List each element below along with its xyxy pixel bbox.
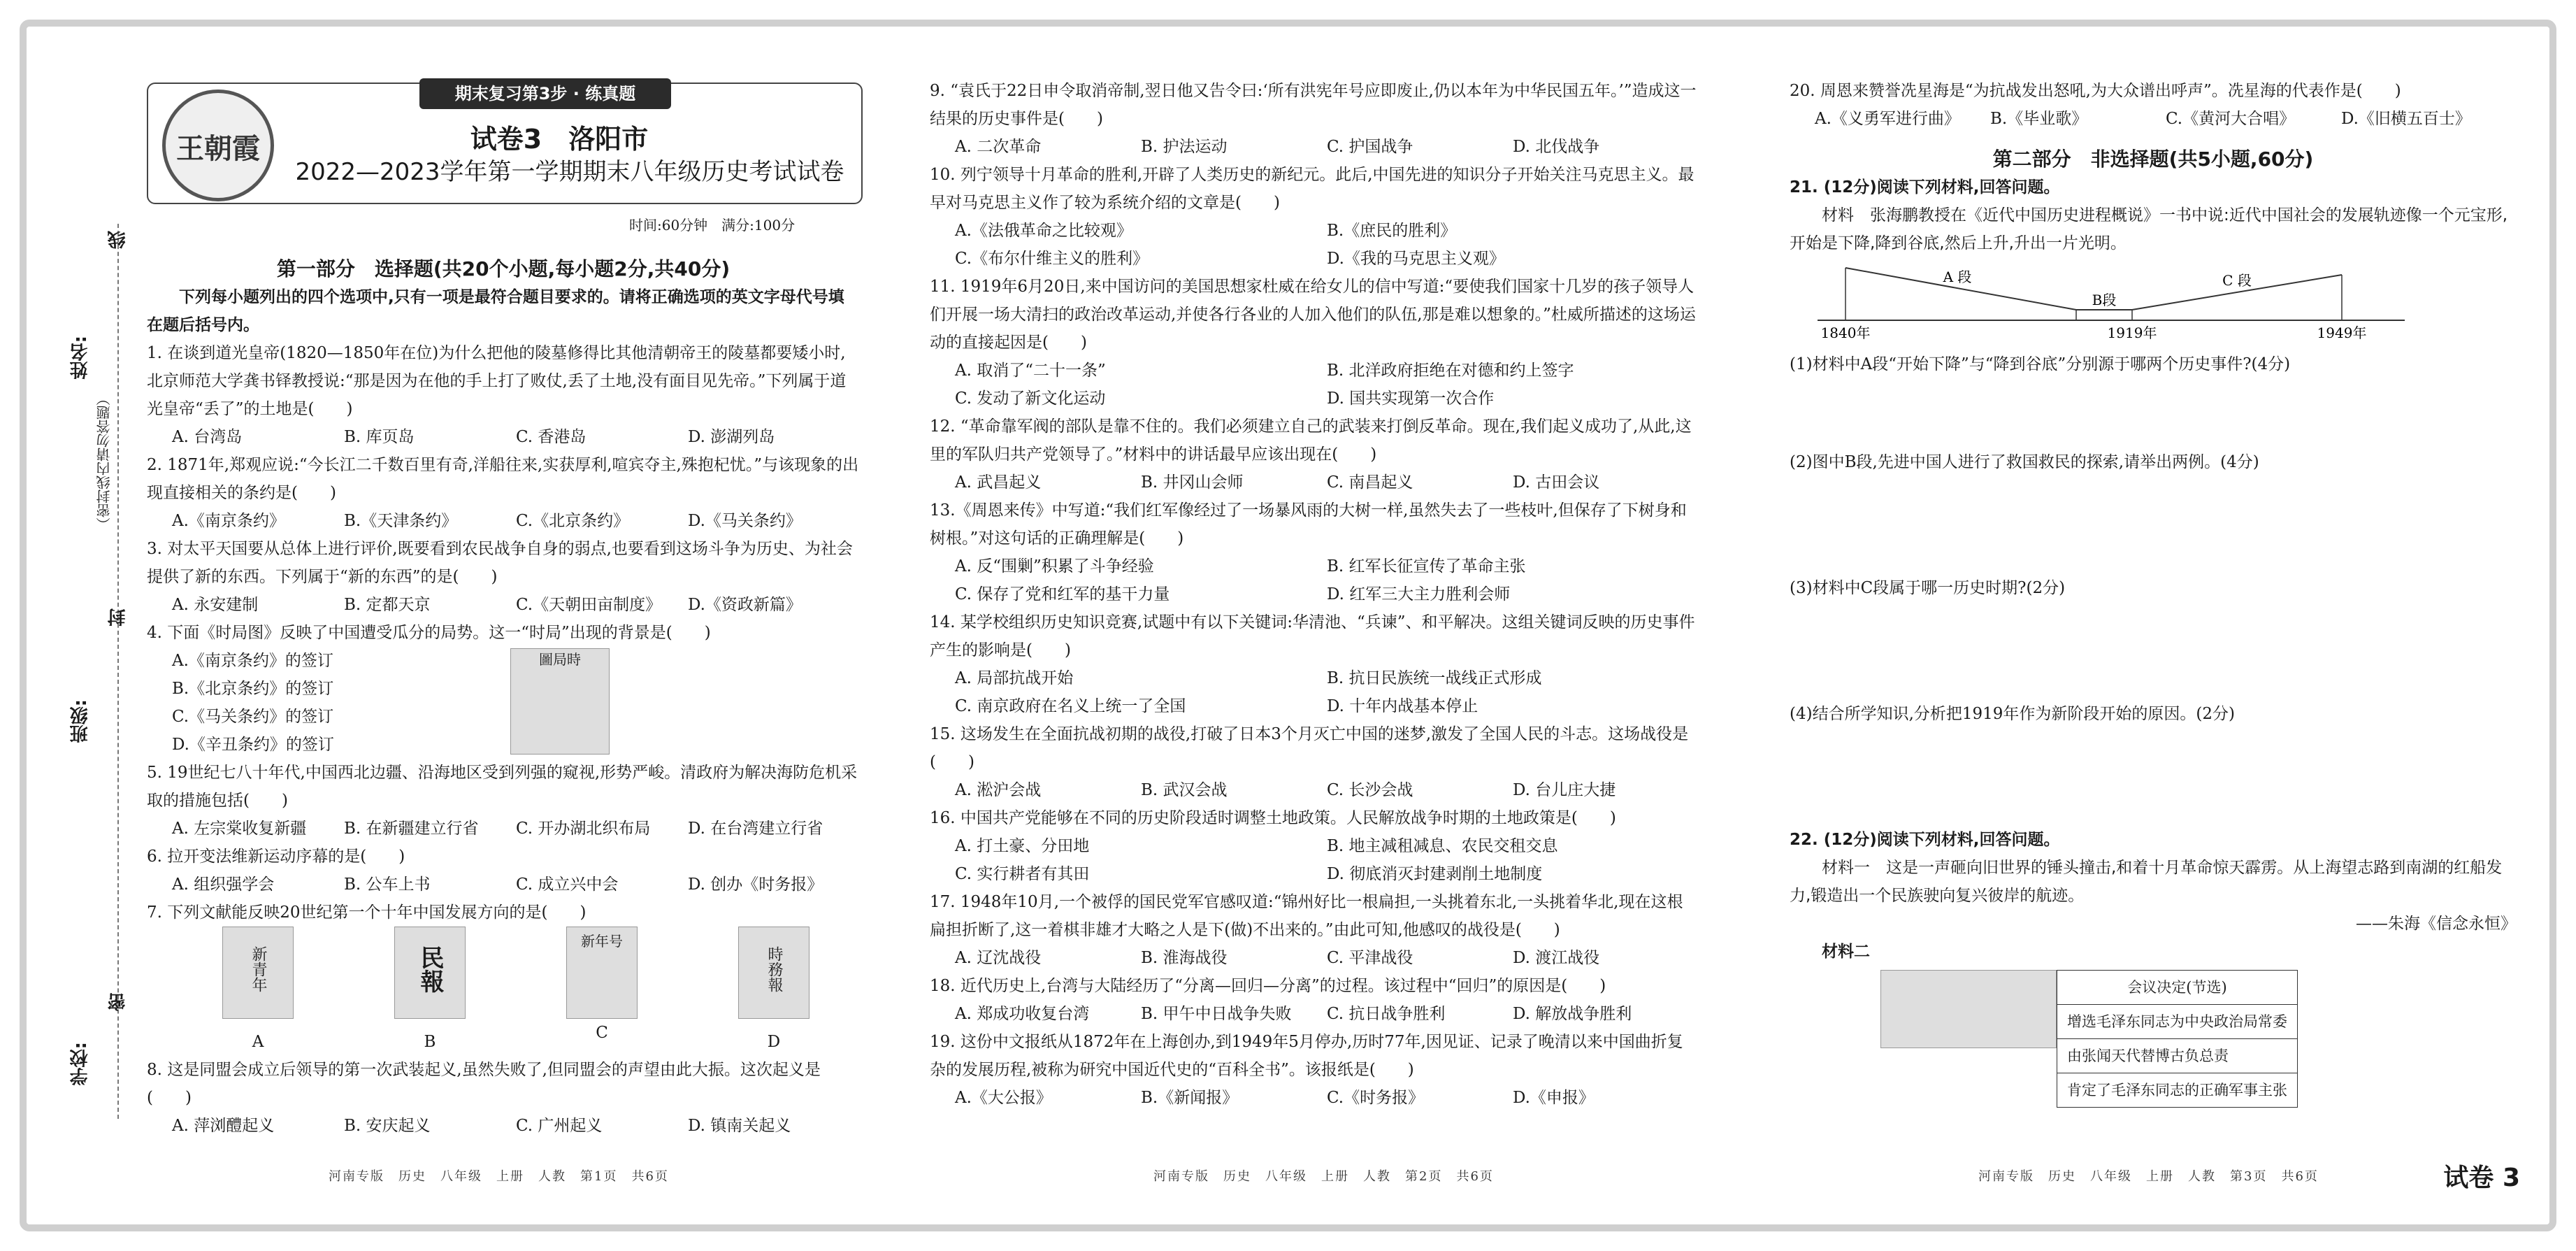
option: D. 解放战争胜利 [1513,1005,1632,1023]
option: D. 澎湖列岛 [688,428,775,446]
table-row: 增选毛泽东同志为中央政治局常委 [2057,1005,2298,1039]
option: C. 护国战争 [1327,138,1413,156]
segment-label: B段 [2092,292,2117,308]
option: B.《北京条约》的签订 [172,680,334,698]
question-stem: 21. (12分)阅读下列材料,回答问题。 [1790,178,2060,196]
question-12 [930,413,1699,496]
option: B. 库页岛 [344,428,415,446]
option: B. 淮海战役 [1141,949,1228,967]
segment-label: C 段 [2222,272,2252,289]
question-21 [1790,173,2517,826]
question-17 [930,888,1699,972]
question-6 [147,843,860,899]
seal-char-secret: 密 [108,993,129,1011]
option: D. 彻底消灭封建剥削土地制度 [1327,865,1543,883]
option: A. 左宗棠收复新疆 [172,820,307,838]
option: A. 武昌起义 [955,473,1042,492]
footer-page-2: 河南专版 历史 八年级 上册 人教 第2页 共6页 [1153,1169,1494,1184]
segment-label: A 段 [1943,269,1972,285]
option: B [424,1033,436,1051]
option: D.《我的马克思主义观》 [1327,250,1505,268]
option: D. 北伐战争 [1513,138,1600,156]
question-14 [930,608,1699,720]
question-stem: 1. 在谈到道光皇帝(1820—1850年在位)为什么把他的陵墓修得比其他清朝帝王的陵墓都要矮小时,北京师范大学龚书铎教授说:“那是因为在他的手上打了败仗,丢了土地,没有面目见先帝。”下列属于道光皇帝“丢了”的土地是( ) [147,344,847,418]
question-stem: 12. “革命靠军阀的部队是靠不住的。我们必须建立自己的武装来打倒反革命。现在,我们起义成功了,从此,这里的军队归共产党领导了。”材料中的讲话最早应该出现在( ) [930,417,1692,464]
x-tick-label: 1840年 [1820,324,1871,341]
option: C.《布尔什维主义的胜利》 [955,250,1149,268]
question-stem: 16. 中国共产党能够在不同的历史阶段适时调整土地政策。人民解放战争时期的土地政策是( ) [930,809,1616,827]
exam-number-label: 试卷 3 [2443,1164,2520,1192]
option: A. 淞沪会战 [955,781,1042,799]
option: A. 萍浏醴起义 [172,1117,275,1135]
option: A.《南京条约》 [172,512,285,530]
option: D. 镇南关起义 [688,1117,791,1135]
option: D. 红军三大主力胜利会师 [1327,585,1511,603]
shiju-map-image [510,648,610,755]
exam-title: 试卷3 洛阳市 [470,124,649,155]
option: C. 发动了新文化运动 [955,389,1106,408]
question-stem: 18. 近代历史上,台湾与大陆经历了“分离—回归—分离”的过程。该过程中“回归”的原因是( ) [930,977,1606,995]
shiju-map-title: 圖局時 [539,651,581,668]
option: C.《北京条约》 [516,512,630,530]
option: D. 国共实现第一次合作 [1327,389,1495,408]
sub-question-3: (3)材料中C段属于哪一历史时期?(2分) [1790,579,2066,597]
option: C. 实行耕者有其田 [955,865,1090,883]
question-4 [147,619,860,759]
question-stem: 10. 列宁领导十月革命的胜利,开辟了人类历史的新纪元。此后,中国先进的知识分子开始关注马克思主义。最早对马克思主义作了较为系统介绍的文章是( ) [930,166,1694,212]
option: B. 红军长征宣传了革命主张 [1327,557,1526,576]
option: B.《庶民的胜利》 [1327,222,1457,240]
option: D. 渡江战役 [1513,949,1600,967]
question-7 [147,899,860,1056]
option: A.《南京条约》的签订 [172,652,333,670]
option: A.《大公报》 [955,1089,1052,1107]
document-image-label: 時務報 [765,946,783,992]
trend-chart [1818,257,2405,341]
option: D [767,1033,781,1051]
option: B. 在新疆建立行省 [344,820,479,838]
question-9 [930,77,1699,161]
meeting-decision-table [2057,970,2298,1108]
document-image-label: 新年号 [581,933,623,950]
question-stem: 3. 对太平天国要从总体上进行评价,既要看到农民战争自身的弱点,也要看到这场斗争为历史、为社会提供了新的东西。下列属于“新的东西”的是( ) [147,540,853,586]
part1-title: 第一部分 选择题(共20个小题,每小题2分,共40分) [276,257,731,280]
time-info: 时间:60分钟 满分:100分 [629,217,796,234]
option: C. 平津战役 [1327,949,1413,967]
table-row: 由张闻天代替博古负总责 [2057,1039,2298,1073]
option: B.《毕业歌》 [1990,110,2088,128]
question-stem: 22. (12分)阅读下列材料,回答问题。 [1790,831,2060,849]
option: C. 广州起义 [516,1117,603,1135]
option: C.《天朝田亩制度》 [516,596,662,614]
option: A. 永安建制 [172,596,259,614]
name-label: 姓名: [70,336,91,380]
question-stem: 20. 周恩来赞誉冼星海是“为抗战发出怒吼,为大众谱出呼声”。冼星海的代表作是( ) [1790,82,2401,100]
option: D. 台儿庄大捷 [1513,781,1616,799]
question-stem: 2. 1871年,郑观应说:“今长江二千数百里有奇,洋船往来,实获厚利,喧宾夺主,殊抱杞忧。”与该现象的出现直接相关的条约是( ) [147,456,859,502]
option: A.《法俄革命之比较观》 [955,222,1132,240]
question-15 [930,720,1699,804]
option: C. 成立兴中会 [516,875,619,894]
question-18 [930,972,1699,1028]
document-image-b [394,927,466,1019]
question-22 [1790,826,2517,1108]
option: B. 护法运动 [1141,138,1228,156]
document-image-c [566,927,638,1019]
exam-subtitle: 2022—2023学年第一学期期末八年级历史考试试卷 [295,158,844,186]
question-3 [147,535,860,619]
option: C.《时务报》 [1327,1089,1425,1107]
sub-question-4: (4)结合所学知识,分析把1919年作为新阶段开始的原因。(2分) [1790,705,2236,723]
option: A. 组织强学会 [172,875,275,894]
option: B. 公车上书 [344,875,431,894]
option: B. 甲午中日战争失败 [1141,1005,1292,1023]
question-stem: 7. 下列文献能反映20世纪第一个十年中国发展方向的是( ) [147,903,587,922]
sub-question-2: (2)图中B段,先进中国人进行了救国救民的探索,请举出两例。(4分) [1790,453,2259,471]
option: D.《辛丑条约》的签订 [172,736,334,754]
material-1: 材料一 这是一声砸向旧世界的锤头撞击,和着十月革命惊天霹雳。从上海望志路到南湖的红船发力,锻造出一个民族驶向复兴彼岸的航迹。 [1790,859,2503,905]
question-stem: 19. 这份中文报纸从1872年在上海创办,到1949年5月停办,历时77年,因见证、记录了晚清以来中国曲折复杂的发展历程,被称为研究中国近代史的“百科全书”。该报纸是( ) [930,1033,1683,1079]
logo-text: 王朝霞 [176,132,260,165]
option: C.《马关条约》的签订 [172,708,334,726]
option: B. 武汉会战 [1141,781,1228,799]
question-stem: 8. 这是同盟会成立后领导的第一次武装起义,虽然失败了,但同盟会的声望由此大振。这次起义是( ) [147,1061,821,1107]
option: A. 反“围剿”积累了斗争经验 [955,557,1154,576]
school-label: 学校: [70,1042,91,1086]
option: B. 抗日民族统一战线正式形成 [1327,669,1542,687]
option: B. 井冈山会师 [1141,473,1244,492]
question-13 [930,496,1699,608]
question-19 [930,1028,1699,1112]
option: A [252,1033,264,1051]
document-image-a [222,927,294,1019]
header-banner: 期末复习第3步 · 练真题 [419,78,671,109]
question-8 [147,1056,860,1140]
option: C. 南京政府在名义上统一了全国 [955,697,1186,715]
question-stem: 17. 1948年10月,一个被俘的国民党军官感叹道:“锦州好比一根扁担,一头挑着东北,一头挑着华北,现在这根扁担折断了,这一着棋非雄才大略之人是下(做)不出来的。”由此可知,他感叹的战役是( ) [930,893,1683,939]
column-1 [147,255,860,1140]
option: A. 二次革命 [955,138,1042,156]
option: A. 辽沈战役 [955,949,1042,967]
question-5 [147,759,860,843]
x-tick-label: 1949年 [2317,324,2367,341]
option: C. 香港岛 [516,428,587,446]
seal-char-seal: 封 [108,608,129,627]
question-stem: 13.《周恩来传》中写道:“我们红军像经过了一场暴风雨的大树一样,虽然失去了一些枝叶,但保存了下树身和树根。”对这句话的正确理解是( ) [930,501,1687,548]
question-stem: 5. 19世纪七八十年代,中国西北边疆、沿海地区受到列强的窥视,形势严峻。清政府为解决海防危机采取的措施包括( ) [147,764,858,810]
seal-note: （密封线内请勿答题） [96,392,113,531]
question-stem: 14. 某学校组织历史知识竞赛,试题中有以下关键词:华清池、“兵谏”、和平解决。这组关键词反映的历史事件产生的影响是( ) [930,613,1695,659]
option: A. 台湾岛 [172,428,243,446]
material-2-label: 材料二 [1822,943,1870,961]
footer-page-1: 河南专版 历史 八年级 上册 人教 第1页 共6页 [329,1169,669,1184]
option: C. 保存了党和红军的基干力量 [955,585,1170,603]
document-image-label: 新青年 [250,946,267,992]
document-image-label: 民報 [416,945,444,993]
question-stem: 6. 拉开变法维新运动序幕的是( ) [147,848,405,866]
option: C. 长沙会战 [1327,781,1413,799]
option: A.《义勇军进行曲》 [1815,110,1960,128]
question-11 [930,273,1699,413]
question-10 [930,161,1699,273]
seal-char-line: 线 [108,231,129,249]
question-2 [147,451,860,535]
option: A. 郑成功收复台湾 [955,1005,1090,1023]
footer-page-3: 河南专版 历史 八年级 上册 人教 第3页 共6页 [1978,1169,2319,1184]
question-stem: 9. “袁氏于22日申令取消帝制,翌日他又告令曰:‘所有洪宪年号应即废止,仍以本年为中华民国五年。’”造成这一结果的历史事件是( ) [930,82,1697,128]
option: A. 取消了“二十一条” [955,362,1106,380]
option: B. 安庆起义 [344,1117,431,1135]
option: C. 开办湖北织布局 [516,820,651,838]
option: D. 古田会议 [1513,473,1600,492]
part1-intro: 下列每小题列出的四个选项中,只有一项是最符合题目要求的。请将正确选项的英文字母代号填在题后括号内。 [147,288,844,334]
material-1-source: ——朱海《信念永恒》 [2356,915,2517,933]
question-stem: 11. 1919年6月20日,来中国访问的美国思想家杜威在给女儿的信中写道:“要使我们国家十几岁的孩子领导人们开展一场大清扫的政治改革运动,并使各行各业的人加入他们的队伍,那是难以想象的。”杜威所描述的这场运动的直接起因是( ) [930,278,1696,352]
sub-question-1: (1)材料中A段“开始下降”与“降到谷底”分别源于哪两个历史事件?(4分) [1790,355,2291,373]
option: B. 北洋政府拒绝在对德和约上签字 [1327,362,1574,380]
class-label: 班级: [70,699,91,743]
seal-line [117,224,119,1119]
question-1 [147,339,860,451]
column-3 [1790,77,2517,1108]
part2-title: 第二部分 非选择题(共5小题,60分) [1992,148,2314,171]
document-image-d [738,927,810,1019]
option: A. 局部抗战开始 [955,669,1074,687]
option: D. 十年内战基本停止 [1327,697,1478,715]
zunyi-building-image [1880,970,2057,1048]
table-title: 会议决定(节选) [2057,971,2298,1005]
table-row: 肯定了毛泽东同志的正确军事主张 [2057,1073,2298,1108]
option: B. 地主减租减息、农民交租交息 [1327,837,1558,855]
option: B.《新闻报》 [1141,1089,1239,1107]
option: D.《申报》 [1513,1089,1595,1107]
option: D. 在台湾建立行省 [688,820,823,838]
option: A. 打土豪、分田地 [955,837,1090,855]
option: B. 定都天京 [344,596,431,614]
option: C [596,1024,608,1042]
option: B.《天津条约》 [344,512,458,530]
question-16 [930,804,1699,888]
material: 材料 张海鹏教授在《近代中国历史进程概说》一书中说:近代中国社会的发展轨迹像一个元宝形,开始是下降,降到谷底,然后上升,升出一片光明。 [1790,206,2508,252]
option: C. 抗日战争胜利 [1327,1005,1446,1023]
column-2 [930,77,1699,1112]
brand-logo [162,90,274,201]
question-stem: 15. 这场发生在全面抗战初期的战役,打破了日本3个月灭亡中国的迷梦,激发了全国人民的斗志。这场战役是( ) [930,725,1689,771]
question-stem: 4. 下面《时局图》反映了中国遭受瓜分的局势。这一“时局”出现的背景是( ) [147,624,711,642]
option: D. 创办《时务报》 [688,875,823,894]
option: C.《黄河大合唱》 [2166,110,2296,128]
option: D.《马关条约》 [688,512,802,530]
option: D.《资政新篇》 [688,596,802,614]
option: D.《旧横五百士》 [2341,110,2471,128]
question-20 [1790,77,2517,133]
x-tick-label: 1919年 [2107,324,2157,341]
option: C. 南昌起义 [1327,473,1413,492]
